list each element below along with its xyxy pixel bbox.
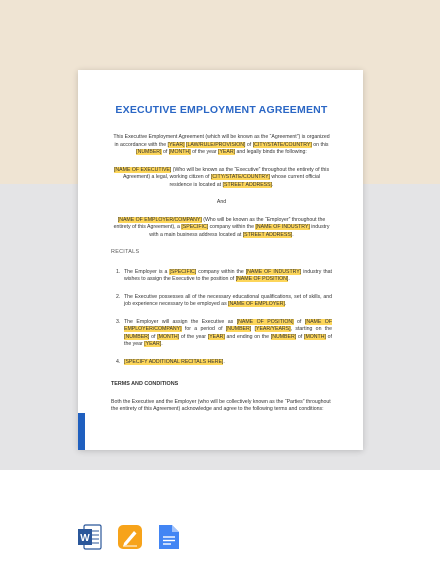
intro-paragraph xyxy=(111,134,332,157)
placeholder-field: [NAME OF EXECUTIVE] xyxy=(113,166,172,173)
placeholder-field: [YEAR] xyxy=(218,149,236,155)
recital-item xyxy=(111,269,332,284)
text: and ending on the xyxy=(224,333,271,340)
executive-party-paragraph xyxy=(111,167,332,190)
placeholder-field: [NAME OF EMPLOYER/COMPANY] xyxy=(124,318,333,332)
text: company within the xyxy=(208,224,256,230)
recital-number: 2. xyxy=(116,293,121,300)
text: of the year xyxy=(190,149,219,155)
word-icon[interactable] xyxy=(78,524,100,550)
recital-item xyxy=(111,294,332,309)
document-content xyxy=(111,104,332,414)
placeholder-field: [STREET ADDRESS] xyxy=(242,231,293,238)
recital-number: 4. xyxy=(116,358,121,365)
placeholder-field: [NUMBER] xyxy=(225,326,252,332)
placeholder-field: [NAME OF POSITION] xyxy=(236,318,294,325)
recitals-list xyxy=(111,269,332,367)
text: The Executive possesses all of the necessary educational qualifications, set of skills, and job experience necessary to be employed as xyxy=(124,293,332,307)
text: . xyxy=(288,276,290,282)
placeholder-field: [SPECIFIC] xyxy=(169,268,197,275)
text: . xyxy=(272,181,274,188)
text: of the year xyxy=(124,333,332,347)
placeholder-field: [NUMBER] xyxy=(270,333,297,340)
document-page xyxy=(78,70,363,450)
text: This Executive Employment Agreement (which will be known as the “Agreement”) is organized in accordance with the xyxy=(113,134,330,148)
placeholder-field: [NAME OF EMPLOYER/COMPANY] xyxy=(117,216,202,223)
placeholder-field: [MONTH] xyxy=(157,333,180,340)
text: (Who will be known as the “Executive” throughout the entirety of this Agreement) a legal, working citizen of xyxy=(122,166,330,180)
terms-heading: TERMS AND CONDITIONS xyxy=(111,381,179,387)
text: of xyxy=(296,333,304,340)
text: and legally binds the following: xyxy=(235,149,307,155)
text: . xyxy=(292,231,294,238)
text: for a period of xyxy=(181,326,226,332)
placeholder-field: [YEAR] xyxy=(207,333,225,340)
recitals-heading: RECITALS xyxy=(111,249,140,255)
recital-item xyxy=(111,319,332,349)
text: . xyxy=(161,341,163,347)
placeholder-field: [SPECIFIC] xyxy=(181,224,209,230)
text: of the year xyxy=(179,333,208,340)
text: on this xyxy=(311,141,329,148)
text: The Employer is a xyxy=(124,268,170,275)
placeholder-field: [MONTH] xyxy=(168,149,191,155)
placeholder-field: [NAME OF INDUSTRY] xyxy=(245,268,302,275)
text: of xyxy=(149,333,158,340)
background-bottom xyxy=(0,470,440,570)
placeholder-field: [YEAR] xyxy=(144,341,162,347)
text: . xyxy=(223,358,225,365)
text: industry with a main business address located at xyxy=(149,224,330,238)
placeholder-field: [LAW/RULE/PROVISION] xyxy=(186,141,246,148)
text: The Employer will assign the Executive as xyxy=(124,318,237,325)
text: . xyxy=(284,301,287,307)
format-icons xyxy=(78,524,198,554)
pages-icon[interactable] xyxy=(118,524,140,550)
document-title: EXECUTIVE EMPLOYMENT AGREEMENT xyxy=(115,104,328,116)
text: of xyxy=(161,149,169,155)
placeholder-field: [MONTH] xyxy=(304,333,326,340)
placeholder-field: [NAME OF INDUSTRY] xyxy=(255,224,310,230)
terms-paragraph: Both the Executive and the Employer (who will be collectively known as the “Parties” throughout the entirety of this Agreement) acknowledge and agree to the following terms and conditions: xyxy=(111,398,331,412)
placeholder-field: [STREET ADDRESS] xyxy=(222,181,273,188)
text: industry that wishes to assign the Executive to the position of xyxy=(124,268,332,282)
text: whose current official residence is located at xyxy=(169,174,321,188)
text: (Who will be known as the “Employer” throughout the entirety of this Agreement), a xyxy=(113,216,326,230)
placeholder-field: [NAME OF POSITION] xyxy=(235,276,289,282)
recital-item xyxy=(111,359,332,367)
recital-number: 3. xyxy=(116,318,121,325)
accent-bar xyxy=(78,413,85,450)
placeholder-field: [NUMBER] xyxy=(136,149,162,155)
employer-party-paragraph xyxy=(111,217,332,240)
placeholder-field: [YEAR/YEARS] xyxy=(254,326,291,332)
recital-number: 1. xyxy=(116,268,121,275)
google-docs-icon[interactable] xyxy=(158,524,180,550)
placeholder-field: [SPECIFY ADDITIONAL RECITALS HERE] xyxy=(124,358,224,365)
text: of xyxy=(293,318,305,325)
placeholder-field: [NAME OF EMPLOYER] xyxy=(228,301,285,307)
text: company within the xyxy=(196,268,246,275)
svg-text:W: W xyxy=(80,533,90,544)
placeholder-field: [CITY/STATE/COUNTRY] xyxy=(252,141,312,148)
text: , starting on the xyxy=(290,326,332,332)
placeholder-field: [CITY/STATE/COUNTRY] xyxy=(210,174,270,180)
placeholder-field: [YEAR] xyxy=(167,141,185,148)
text: of xyxy=(245,141,253,148)
placeholder-field: [NUMBER] xyxy=(124,333,150,340)
and-separator: And xyxy=(216,199,227,205)
